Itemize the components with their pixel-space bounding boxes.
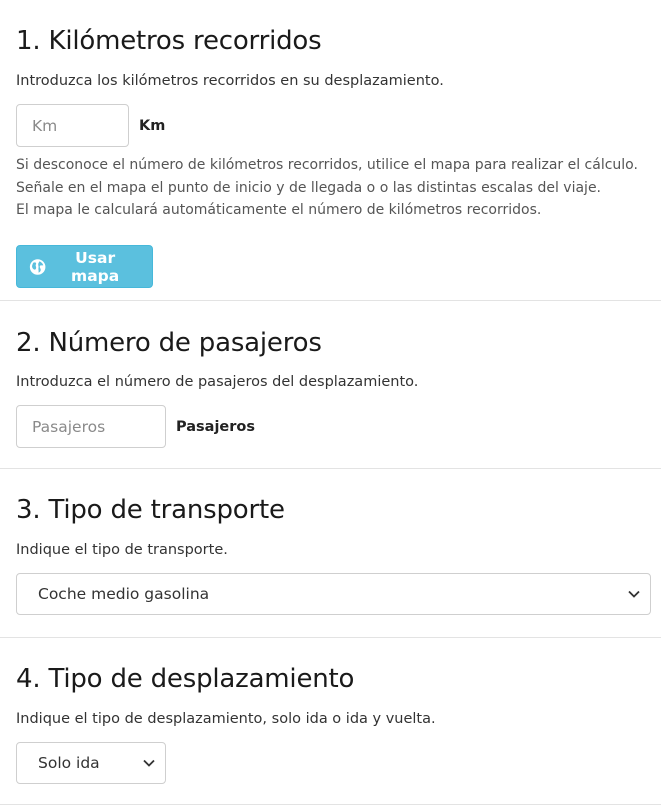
- help-line: El mapa le calculará automáticamente el número de kilómetros recorridos.: [16, 202, 542, 218]
- use-map-button-label: Usar mapa: [71, 248, 120, 285]
- use-map-button[interactable]: [16, 245, 153, 288]
- passengers-input[interactable]: [16, 405, 166, 448]
- section-description: Introduzca el número de pasajeros del desplazamiento.: [16, 374, 419, 390]
- chevron-down-icon: [628, 590, 640, 598]
- section-kilometers: [0, 0, 661, 301]
- transport-type-selected-value: Coche medio gasolina: [38, 585, 210, 603]
- km-input[interactable]: [16, 104, 129, 147]
- section-title: 2. Número de pasajeros: [16, 328, 322, 358]
- section-title: 4. Tipo de desplazamiento: [16, 664, 355, 694]
- section-description: Indique el tipo de desplazamiento, solo ida o ida y vuelta.: [16, 711, 436, 727]
- transport-type-select[interactable]: [16, 573, 651, 615]
- section-title: 3. Tipo de transporte: [16, 495, 285, 525]
- section-passengers: [0, 301, 661, 469]
- section-description: Indique el tipo de transporte.: [16, 542, 228, 558]
- section-description: Introduzca los kilómetros recorridos en su desplazamiento.: [16, 73, 444, 89]
- trip-type-selected-value: Solo ida: [38, 754, 100, 772]
- passengers-unit-label: Pasajeros: [176, 418, 255, 435]
- help-line: Señale en el mapa el punto de inicio y de llegada o o las distintas escalas del viaje.: [16, 179, 602, 196]
- globe-icon: [29, 258, 46, 276]
- trip-type-select[interactable]: [16, 742, 166, 784]
- section-trip-type: [0, 638, 661, 805]
- chevron-down-icon: [143, 759, 155, 767]
- section-transport-type: [0, 469, 661, 638]
- section-title: 1. Kilómetros recorridos: [16, 26, 322, 56]
- map-help-text: [16, 154, 638, 222]
- help-line: Si desconoce el número de kilómetros recorridos, utilice el mapa para realizar el cálculo.: [16, 157, 638, 173]
- km-unit-label: Km: [139, 117, 166, 134]
